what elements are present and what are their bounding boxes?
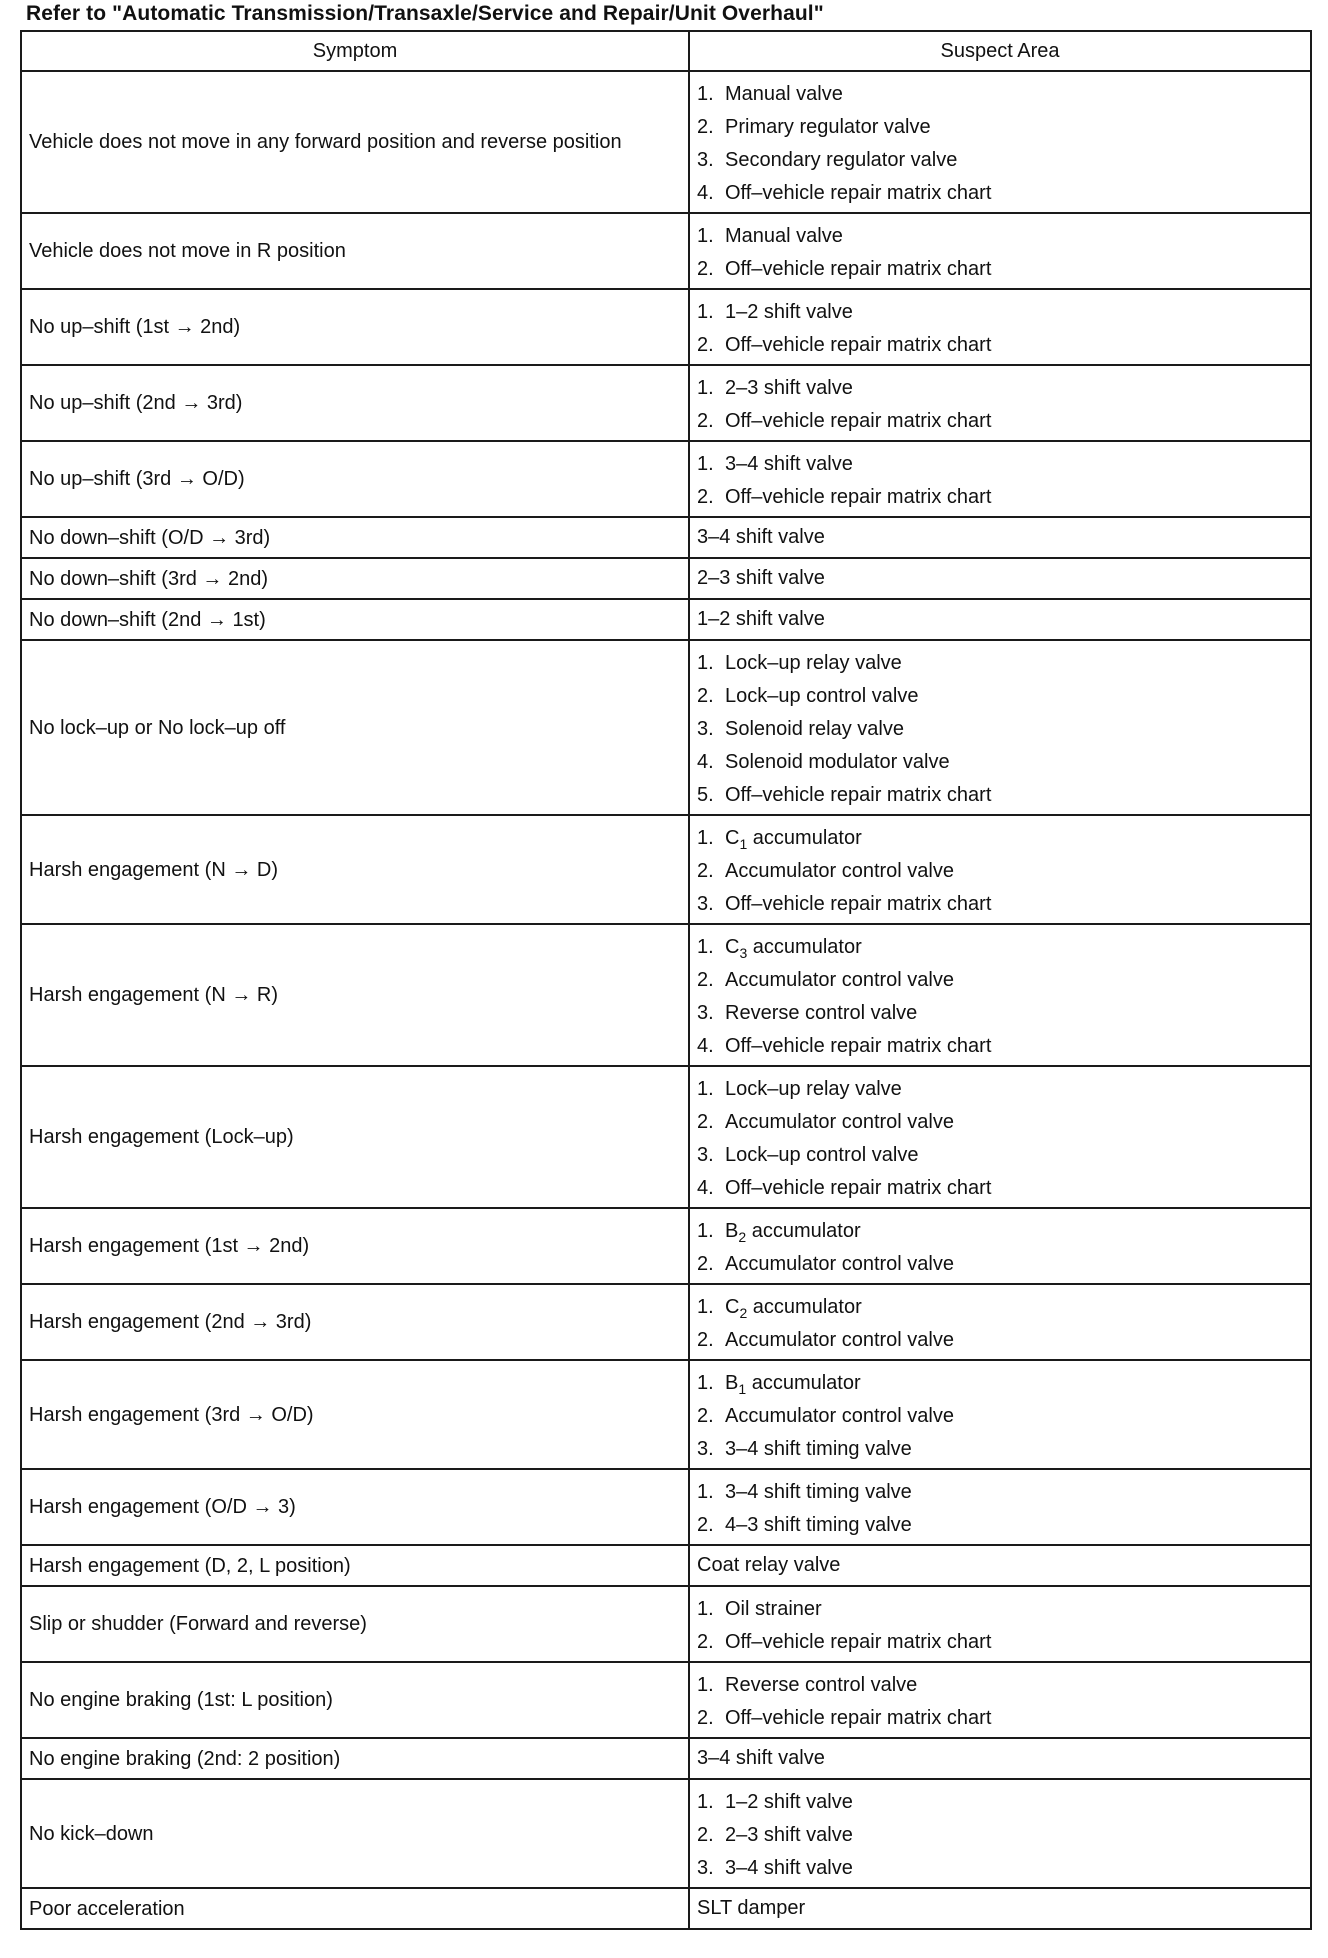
- list-item: [697, 253, 1303, 286]
- list-item: [697, 1702, 1303, 1735]
- list-item-number: 2.: [697, 1824, 714, 1846]
- symptom-cell: No engine braking (2nd: 2 position): [21, 1738, 689, 1779]
- table-row: [21, 441, 1311, 517]
- list-item-number: 1.: [697, 1481, 714, 1503]
- suspect-area-cell: 1–2 shift valve: [689, 599, 1311, 640]
- table-row: [21, 558, 1311, 599]
- table-row: [21, 599, 1311, 640]
- list-item-number: 4.: [697, 182, 714, 204]
- list-item: [697, 964, 1303, 997]
- list-item: [697, 997, 1303, 1030]
- suspect-area-list: [697, 1587, 1303, 1661]
- list-item-text: Off–vehicle repair matrix chart: [725, 1177, 992, 1199]
- suspect-area-cell: 3–4 shift valve: [689, 517, 1311, 558]
- suspect-area-cell: [689, 1208, 1311, 1284]
- list-item-text: 3–4 shift timing valve: [725, 1438, 912, 1460]
- symptom-cell: No engine braking (1st: L position): [21, 1662, 689, 1738]
- suspect-area-cell: [689, 1360, 1311, 1469]
- list-item: [697, 746, 1303, 779]
- component-letter: B: [725, 1220, 739, 1242]
- component-subscript: 1: [738, 1381, 747, 1397]
- list-item-text: Accumulator control valve: [725, 1111, 954, 1133]
- symptom-cell: Poor acceleration: [21, 1888, 689, 1929]
- table-row: [21, 1888, 1311, 1929]
- component-letter: C: [725, 936, 740, 958]
- suspect-area-cell: [689, 365, 1311, 441]
- table-row: [21, 1066, 1311, 1208]
- suspect-area-list: [697, 366, 1303, 440]
- list-item-text: 4–3 shift timing valve: [725, 1514, 912, 1536]
- list-item-number: 2.: [697, 1111, 714, 1133]
- list-item-number: 3.: [697, 1857, 714, 1879]
- list-item-text: Off–vehicle repair matrix chart: [725, 486, 992, 508]
- list-item-text: Manual valve: [725, 225, 843, 247]
- list-item: [697, 177, 1303, 210]
- component-letter: C: [725, 827, 740, 849]
- list-item-text: Solenoid relay valve: [725, 718, 904, 740]
- list-item-text: Off–vehicle repair matrix chart: [725, 182, 992, 204]
- list-item-number: 3.: [697, 893, 714, 915]
- page-title: Refer to "Automatic Transmission/Transaxle/Service and Repair/Unit Overhaul": [26, 2, 824, 25]
- list-item-number: 2.: [697, 116, 714, 138]
- suspect-area-cell: [689, 1469, 1311, 1545]
- list-item: [697, 1324, 1303, 1357]
- list-item-text: Accumulator control valve: [725, 1253, 954, 1275]
- list-item-number: 3.: [697, 718, 714, 740]
- list-item-text: Reverse control valve: [725, 1674, 918, 1696]
- list-item: [697, 1172, 1303, 1205]
- list-item: [697, 1030, 1303, 1063]
- suspect-area-list: [697, 641, 1303, 814]
- list-item-number: 1.: [697, 83, 714, 105]
- table-row: [21, 1662, 1311, 1738]
- list-item: [697, 713, 1303, 746]
- list-item-number: 2.: [697, 334, 714, 356]
- symptom-cell: No up–shift (2nd → 3rd): [21, 365, 689, 441]
- suspect-area-cell: SLT damper: [689, 1888, 1311, 1929]
- suspect-area-cell: [689, 640, 1311, 815]
- suspect-area-list: [697, 1780, 1303, 1887]
- list-item: [697, 680, 1303, 713]
- list-item-number: 1.: [697, 1078, 714, 1100]
- suspect-area-cell: [689, 213, 1311, 289]
- list-item-number: 2.: [697, 685, 714, 707]
- table-row: [21, 289, 1311, 365]
- list-item: [697, 822, 1303, 855]
- table-row: [21, 1284, 1311, 1360]
- list-item-text: accumulator: [747, 1296, 862, 1318]
- list-item-text: Accumulator control valve: [725, 860, 954, 882]
- list-item: [697, 1073, 1303, 1106]
- symptom-cell: Harsh engagement (N → D): [21, 815, 689, 924]
- list-item: [697, 1215, 1303, 1248]
- symptom-cell: Harsh engagement (3rd → O/D): [21, 1360, 689, 1469]
- list-item-number: 1.: [697, 652, 714, 674]
- list-item-text: accumulator: [747, 827, 862, 849]
- component-subscript: 3: [739, 945, 748, 961]
- list-item-number: 2.: [697, 486, 714, 508]
- symptom-cell: Harsh engagement (D, 2, L position): [21, 1545, 689, 1586]
- table-row: [21, 213, 1311, 289]
- list-item-text: Off–vehicle repair matrix chart: [725, 334, 992, 356]
- list-item: [697, 1291, 1303, 1324]
- list-item-text: Primary regulator valve: [725, 116, 931, 138]
- list-item: [697, 855, 1303, 888]
- list-item-number: 4.: [697, 1177, 714, 1199]
- list-item: [697, 1852, 1303, 1885]
- list-item: [697, 78, 1303, 111]
- table-header-row: [21, 31, 1311, 71]
- list-item-number: 3.: [697, 149, 714, 171]
- list-item-text: Lock–up relay valve: [725, 1078, 902, 1100]
- list-item-number: 1.: [697, 1791, 714, 1813]
- list-item-number: 3.: [697, 1002, 714, 1024]
- table-body: [21, 71, 1311, 1929]
- symptom-cell: No up–shift (1st → 2nd): [21, 289, 689, 365]
- list-item: [697, 647, 1303, 680]
- list-item-number: 2.: [697, 258, 714, 280]
- list-item-text: Off–vehicle repair matrix chart: [725, 1035, 992, 1057]
- list-item-text: Manual valve: [725, 83, 843, 105]
- column-header-symptom: Symptom: [21, 31, 689, 71]
- table-row: [21, 1779, 1311, 1888]
- suspect-area-cell: 2–3 shift valve: [689, 558, 1311, 599]
- list-item-text: 1–2 shift valve: [725, 301, 853, 323]
- list-item-text: Accumulator control valve: [725, 969, 954, 991]
- list-item: [697, 372, 1303, 405]
- table-row: [21, 640, 1311, 815]
- suspect-area-list: [697, 925, 1303, 1065]
- suspect-area-list: [697, 1285, 1303, 1359]
- list-item: [697, 1626, 1303, 1659]
- table-row: [21, 517, 1311, 558]
- symptom-cell: Slip or shudder (Forward and reverse): [21, 1586, 689, 1662]
- list-item-text: 2–3 shift valve: [725, 1824, 853, 1846]
- list-item: [697, 1593, 1303, 1626]
- list-item-number: 1.: [697, 301, 714, 323]
- suspect-area-cell: [689, 1284, 1311, 1360]
- list-item-text: Lock–up control valve: [725, 1144, 919, 1166]
- list-item-number: 1.: [697, 225, 714, 247]
- list-item-number: 3.: [697, 1438, 714, 1460]
- list-item-text: accumulator: [746, 1220, 861, 1242]
- list-item-number: 2.: [697, 1253, 714, 1275]
- list-item-text: Solenoid modulator valve: [725, 751, 950, 773]
- list-item-number: 5.: [697, 784, 714, 806]
- suspect-area-list: [697, 72, 1303, 212]
- list-item-text: 1–2 shift valve: [725, 1791, 853, 1813]
- list-item-text: 2–3 shift valve: [725, 377, 853, 399]
- list-item: [697, 481, 1303, 514]
- suspect-area-list: [697, 1663, 1303, 1737]
- list-item-number: 4.: [697, 1035, 714, 1057]
- symptom-cell: Harsh engagement (N → R): [21, 924, 689, 1066]
- list-item: [697, 1248, 1303, 1281]
- list-item-text: Lock–up control valve: [725, 685, 919, 707]
- component-subscript: 2: [739, 1305, 748, 1321]
- table-row: [21, 1586, 1311, 1662]
- list-item: [697, 931, 1303, 964]
- symptom-cell: Vehicle does not move in any forward position and reverse position: [21, 71, 689, 213]
- symptom-cell: Harsh engagement (1st → 2nd): [21, 1208, 689, 1284]
- list-item-number: 3.: [697, 1144, 714, 1166]
- list-item-number: 1.: [697, 1674, 714, 1696]
- list-item-number: 2.: [697, 1707, 714, 1729]
- suspect-area-cell: [689, 71, 1311, 213]
- list-item-number: 1.: [697, 1598, 714, 1620]
- table-row: [21, 1360, 1311, 1469]
- symptom-cell: No kick–down: [21, 1779, 689, 1888]
- list-item-text: Oil strainer: [725, 1598, 822, 1620]
- list-item-text: 3–4 shift valve: [725, 1857, 853, 1879]
- list-item: [697, 144, 1303, 177]
- list-item-number: 1.: [697, 1296, 714, 1318]
- list-item: [697, 448, 1303, 481]
- symptom-cell: No down–shift (2nd → 1st): [21, 599, 689, 640]
- symptom-cell: No up–shift (3rd → O/D): [21, 441, 689, 517]
- symptom-cell: Harsh engagement (O/D → 3): [21, 1469, 689, 1545]
- suspect-area-cell: [689, 1066, 1311, 1208]
- suspect-area-cell: [689, 815, 1311, 924]
- symptom-cell: No lock–up or No lock–up off: [21, 640, 689, 815]
- list-item: [697, 1819, 1303, 1852]
- list-item-text: 3–4 shift timing valve: [725, 1481, 912, 1503]
- table-row: [21, 1208, 1311, 1284]
- list-item-number: 4.: [697, 751, 714, 773]
- suspect-area-cell: [689, 1662, 1311, 1738]
- suspect-area-list: [697, 442, 1303, 516]
- component-letter: C: [725, 1296, 740, 1318]
- list-item-text: Lock–up relay valve: [725, 652, 902, 674]
- suspect-area-list: [697, 1209, 1303, 1283]
- list-item: [697, 888, 1303, 921]
- symptom-cell: Vehicle does not move in R position: [21, 213, 689, 289]
- list-item-text: Off–vehicle repair matrix chart: [725, 258, 992, 280]
- list-item-text: Off–vehicle repair matrix chart: [725, 1707, 992, 1729]
- list-item: [697, 1139, 1303, 1172]
- suspect-area-list: [697, 214, 1303, 288]
- list-item: [697, 1400, 1303, 1433]
- list-item-number: 1.: [697, 1220, 714, 1242]
- list-item: [697, 111, 1303, 144]
- list-item: [697, 779, 1303, 812]
- suspect-area-cell: [689, 289, 1311, 365]
- table-row: [21, 815, 1311, 924]
- list-item-text: Secondary regulator valve: [725, 149, 958, 171]
- table-row: [21, 365, 1311, 441]
- table-row: [21, 1738, 1311, 1779]
- list-item: [697, 296, 1303, 329]
- list-item-number: 2.: [697, 860, 714, 882]
- list-item-number: 1.: [697, 453, 714, 475]
- symptom-cell: Harsh engagement (2nd → 3rd): [21, 1284, 689, 1360]
- list-item: [697, 405, 1303, 438]
- table-row: [21, 1469, 1311, 1545]
- suspect-area-cell: [689, 1586, 1311, 1662]
- table-row: [21, 924, 1311, 1066]
- list-item: [697, 1509, 1303, 1542]
- list-item-text: Off–vehicle repair matrix chart: [725, 784, 992, 806]
- list-item-text: accumulator: [747, 936, 862, 958]
- list-item-text: Off–vehicle repair matrix chart: [725, 410, 992, 432]
- list-item-text: Off–vehicle repair matrix chart: [725, 893, 992, 915]
- list-item-number: 1.: [697, 827, 714, 849]
- symptom-cell: Harsh engagement (Lock–up): [21, 1066, 689, 1208]
- list-item-text: Off–vehicle repair matrix chart: [725, 1631, 992, 1653]
- list-item-text: accumulator: [746, 1372, 861, 1394]
- list-item-number: 2.: [697, 1631, 714, 1653]
- list-item-text: Accumulator control valve: [725, 1329, 954, 1351]
- symptom-cell: No down–shift (3rd → 2nd): [21, 558, 689, 599]
- list-item: [697, 1786, 1303, 1819]
- suspect-area-list: [697, 1361, 1303, 1468]
- suspect-area-cell: [689, 1779, 1311, 1888]
- symptom-cell: No down–shift (O/D → 3rd): [21, 517, 689, 558]
- list-item-number: 2.: [697, 410, 714, 432]
- suspect-area-list: [697, 816, 1303, 923]
- suspect-area-list: [697, 1470, 1303, 1544]
- suspect-area-cell: 3–4 shift valve: [689, 1738, 1311, 1779]
- suspect-area-cell: [689, 441, 1311, 517]
- suspect-area-list: [697, 290, 1303, 364]
- list-item-number: 1.: [697, 377, 714, 399]
- list-item-number: 2.: [697, 1405, 714, 1427]
- suspect-area-cell: [689, 924, 1311, 1066]
- list-item-number: 2.: [697, 969, 714, 991]
- component-letter: B: [725, 1372, 739, 1394]
- table-row: [21, 1545, 1311, 1586]
- suspect-area-cell: Coat relay valve: [689, 1545, 1311, 1586]
- component-subscript: 1: [739, 836, 748, 852]
- list-item: [697, 1476, 1303, 1509]
- list-item: [697, 220, 1303, 253]
- list-item: [697, 1106, 1303, 1139]
- table-row: [21, 71, 1311, 213]
- list-item-number: 2.: [697, 1329, 714, 1351]
- list-item: [697, 1433, 1303, 1466]
- list-item-text: Accumulator control valve: [725, 1405, 954, 1427]
- list-item: [697, 329, 1303, 362]
- symptom-table: [20, 30, 1312, 1930]
- list-item: [697, 1669, 1303, 1702]
- list-item-number: 1.: [697, 936, 714, 958]
- list-item: [697, 1367, 1303, 1400]
- column-header-suspect-area: Suspect Area: [689, 31, 1311, 71]
- list-item-text: Reverse control valve: [725, 1002, 918, 1024]
- list-item-text: 3–4 shift valve: [725, 453, 853, 475]
- suspect-area-list: [697, 1067, 1303, 1207]
- list-item-number: 1.: [697, 1372, 714, 1394]
- component-subscript: 2: [738, 1229, 747, 1245]
- list-item-number: 2.: [697, 1514, 714, 1536]
